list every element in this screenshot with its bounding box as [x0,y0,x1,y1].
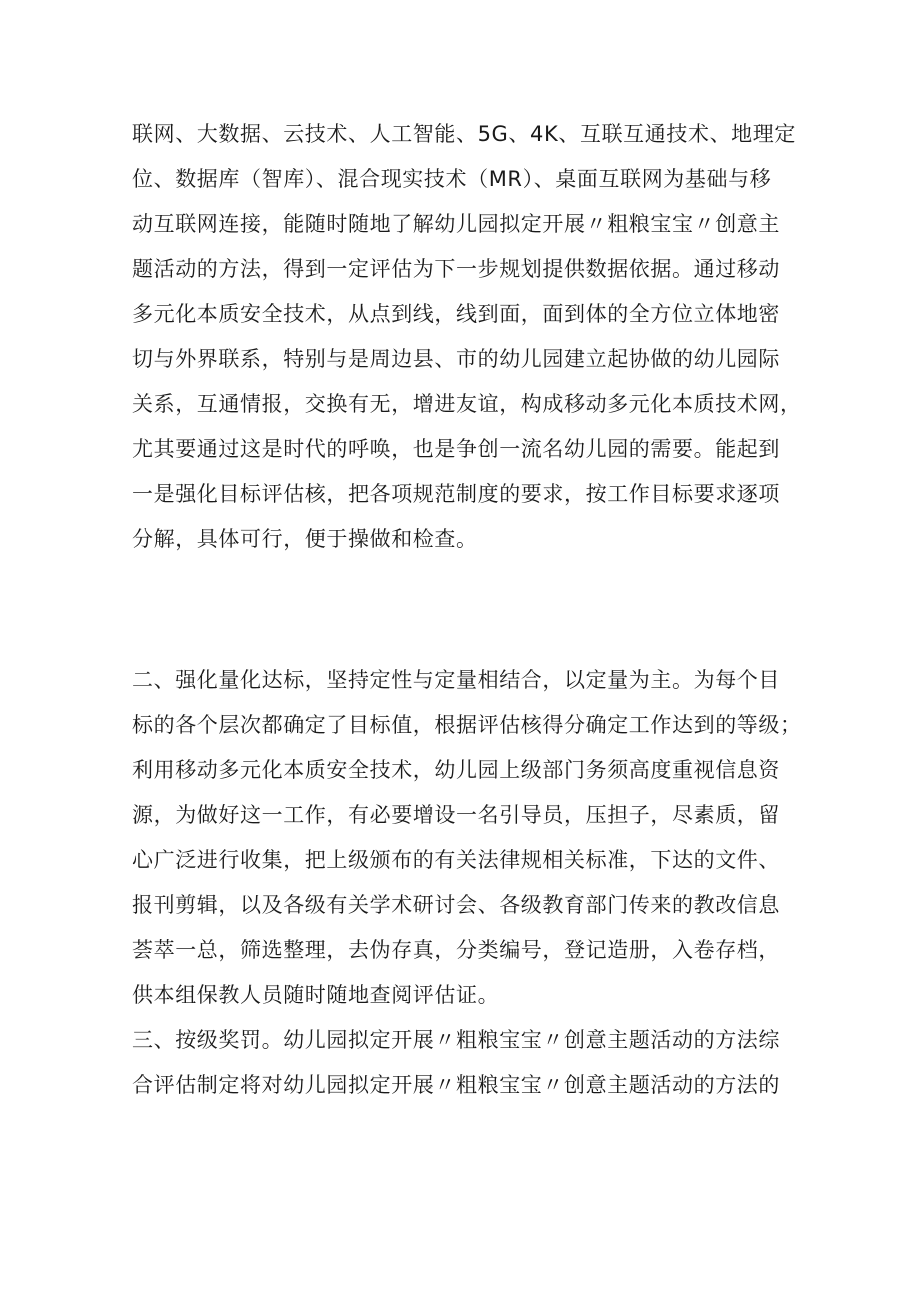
text-line: 一是强化目标评估核，把各项规范制度的要求，按工作目标要求逐项 [132,482,780,506]
text-line: 尤其要通过这是时代的呼唤，也是争创一流名幼儿园的需要。能起到 [132,437,780,461]
text-line: 动互联网连接，能随时随地了解幼儿园拟定开展〃粗粮宝宝〃创意主 [132,212,780,236]
text-line: 关系，互通情报，交换有无，增进友谊，构成移动多元化本质技术网， [132,392,802,416]
text-line: 心广泛进行收集，把上级颁布的有关法律规相关标准，下达的文件、 [132,848,780,872]
text-line: 多元化本质安全技术，从点到线，线到面，面到体的全方位立体地密 [132,302,780,326]
text-line: 切与外界联系，特别与是周边县、市的幼儿园建立起协做的幼儿园际 [132,347,780,371]
text-line: 位、数据库（智库）、混合现实技术（MR）、桌面互联网为基础与移 [132,167,772,191]
text-line: 分解，具体可行，便于操做和检查。 [132,527,478,551]
text-line: 利用移动多元化本质安全技术，幼儿园上级部门务须高度重视信息资 [132,758,780,782]
text-line: 荟萃一总，筛选整理，去伪存真，分类编号，登记造册，入卷存档， [132,938,780,962]
text-line: 源，为做好这一工作，有必要增设一名引导员，压担子，尽素质，留 [132,803,780,827]
text-line: 题活动的方法，得到一定评估为下一步规划提供数据依据。通过移动 [132,257,780,281]
text-line: 合评估制定将对幼儿园拟定开展〃粗粮宝宝〃创意主题活动的方法的 [132,1073,780,1097]
text-line: 联网、大数据、云技术、人工智能、5G、4K、互联互通技术、地理定 [132,122,796,146]
text-line: 标的各个层次都确定了目标值，根据评估核得分确定工作达到的等级； [132,713,802,737]
text-line: 供本组保教人员随时随地查阅评估证。 [132,983,500,1007]
text-line: 二、强化量化达标，坚持定性与定量相结合，以定量为主。为每个目 [132,668,780,692]
text-line: 报刊剪辑，以及各级有关学术研讨会、各级教育部门传来的教改信息 [132,893,780,917]
text-line: 三、按级奖罚。幼儿园拟定开展〃粗粮宝宝〃创意主题活动的方法综 [132,1028,780,1052]
